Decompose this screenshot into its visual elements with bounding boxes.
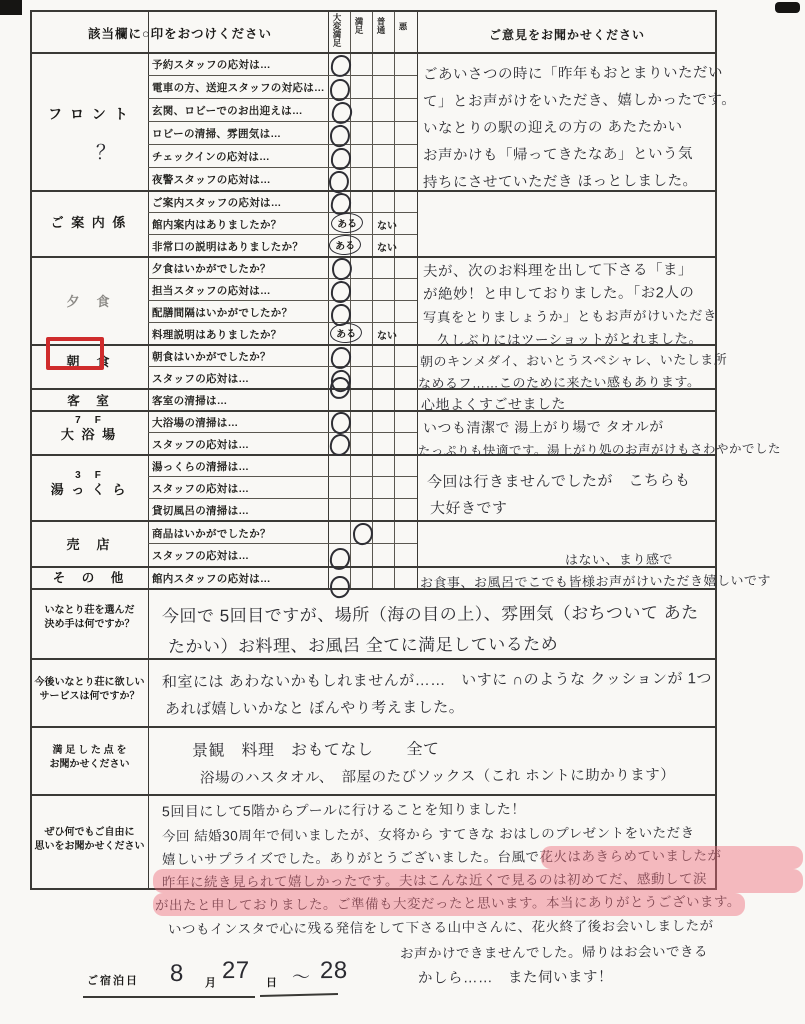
item-yukkura-2: スタッフの応対は… (152, 483, 250, 495)
free-comment-line: 5回目にして5階からプールに行けることを知りました！ (161, 800, 526, 820)
comment-dinner-line: 夫が、次のお料理を出して下さる「ま」 (422, 262, 694, 280)
item-row-line (148, 167, 417, 168)
section-label-yukkura: 湯 っ く ら (50, 482, 128, 497)
item-row-line (148, 144, 417, 145)
section-label-other: そ の 他 (52, 571, 126, 585)
item-yukkura-3: 貸切風呂の清掃は… (152, 505, 250, 517)
free-comment-line: かしら…… また伺います！ (417, 969, 614, 987)
column-divider (417, 10, 418, 588)
item-dinner-4: 料理説明はありましたか？ (152, 329, 282, 341)
stay-day-to: 28 (319, 956, 348, 985)
question-label-line: ぜひ何でもご自由に (44, 827, 135, 838)
item-front-1: 予約スタッフの応対は… (152, 59, 271, 71)
item-row-line (148, 75, 417, 76)
free-comment-line: いつもインスタで心に残る発信をして下さる山中さんに、花火終了後お会いしましたが (167, 918, 714, 937)
comment-front-line: 持ちにさせていただき ほっとしました。 (422, 173, 698, 191)
comment-shop-line: はない、まり感で (564, 551, 674, 568)
column-divider (148, 10, 149, 890)
comment-dinner-line: 写真をとりましょうか」ともお声がけいただき (422, 307, 718, 326)
scan-artifact (775, 2, 800, 13)
comment-front-line: て」とお声がけをいただき、嬉しかったです。 (422, 91, 737, 111)
answer-q2-line: あれば嬉しいかなと ぼんやり考えました。 (164, 698, 465, 719)
item-dinner-1: 夕食はいかがでしたか？ (152, 263, 271, 275)
comment-bath-line: たっぷりも快適です。湯上がり処のお声がけもさわやかでした (417, 441, 782, 459)
item-shop-2: スタッフの応対は… (152, 550, 250, 562)
choice-aru-circled: ある (328, 234, 361, 256)
section-label-front: フ ロ ン ト (48, 106, 130, 122)
question-label-line: 決め手は何ですか？ (44, 619, 135, 630)
row-divider (30, 794, 717, 796)
answer-q2-line: 和室には あわないかもしれませんが…… いすに ∩のような クッションが 1つ (161, 670, 713, 691)
stay-tilde: 〜 (291, 966, 311, 988)
comment-bath-line: いつも清潔で 湯上がり場で タオルが (422, 418, 664, 436)
item-dinner-2: 担当スタッフの応対は… (152, 285, 271, 297)
item-dinner-3: 配膳間隔はいかがでしたか？ (152, 307, 293, 319)
question-label-line: いなとり荘を選んだ (44, 605, 135, 616)
stay-day-from: 27 (221, 956, 250, 985)
column-divider (372, 10, 373, 588)
item-front-6: 夜警スタッフの応対は… (152, 174, 271, 186)
stay-month-unit: 月 (205, 977, 216, 989)
question-label-1 (33, 604, 146, 632)
question-label-3 (33, 744, 146, 772)
item-row-line (148, 322, 417, 323)
question-label-line: 今後いなとり荘に欲しい (34, 677, 145, 688)
item-annai-3: 非常口の説明はありましたか？ (152, 241, 304, 253)
item-annai-2: 館内案内はありましたか？ (152, 219, 282, 231)
section-label-bath: 大 浴 場 (60, 427, 118, 442)
item-row-line (148, 366, 417, 367)
item-front-5: チェックインの応対は… (152, 151, 270, 163)
question-label-line: サービスは何ですか？ (39, 691, 140, 702)
item-other-1: 館内スタッフの応対は… (152, 573, 271, 585)
section-label-breakfast: 朝 食 (66, 354, 112, 369)
item-shop-1: 商品はいかがでしたか？ (152, 528, 271, 540)
question-label-4 (33, 826, 146, 854)
choice-nai: ない (377, 331, 397, 342)
item-row-line (148, 278, 417, 279)
section-label-bath-floor: 7 F (75, 415, 103, 426)
rating-header-satisfied: 満足 (354, 17, 364, 34)
choice-nai: ない (377, 221, 397, 232)
item-row-line (148, 498, 417, 499)
front-handwritten-note: ？ (95, 141, 117, 165)
section-label-annai: ご 案 内 係 (50, 215, 128, 230)
column-divider (328, 10, 329, 588)
answer-q3-line: 浴場のハスタオル、 部屋のたびソックス（これ ホントに助かります） (199, 767, 676, 787)
item-row-line (148, 121, 417, 122)
question-label-line: 満 足 し た 点 を (52, 745, 127, 756)
section-label-shop: 売 店 (66, 537, 112, 552)
answer-q1-line: たかい）お料理、お風呂 全てに満足しているため (167, 634, 559, 657)
rating-header-normal: 普通 (376, 17, 386, 34)
comment-front-line: いなとりの駅の迎えの方の あたたかい (422, 119, 683, 137)
section-label-room: 客 室 (67, 394, 111, 408)
table-border (30, 10, 717, 12)
answer-q3-line: 景観 料理 おもてなし 全て (191, 741, 440, 760)
mark-instruction: 該当欄に○印をおつけください (88, 27, 272, 41)
comment-yukkura-line: 今回は行きませんでしたが こちらも (426, 472, 691, 491)
comment-front-line: ごあいさつの時に「昨年もおとまりいただい (422, 64, 724, 84)
red-annotation-box (46, 337, 104, 370)
choice-aru-circled: ある (330, 212, 363, 234)
question-label-line: お聞かせください (49, 759, 130, 770)
item-front-4: ロビーの清掃、雰囲気は… (152, 128, 282, 140)
item-front-3: 玄関、ロビーでのお出迎えは… (152, 105, 303, 117)
comment-other-line: お食事、お風呂でこでも皆様お声がけいただき嬉しいです (419, 572, 772, 591)
item-front-2: 電車の方、送迎スタッフの対応は… (152, 82, 325, 94)
free-comment-line: 今回 結婚30周年で伺いましたが、女将から すてきな おはしのプレゼントをいただき (161, 825, 695, 844)
free-comment-line: 嬉しいサプライズでした。ありがとうございました。台風で花火はあきらめていましたが (161, 848, 722, 867)
item-breakfast-2: スタッフの応対は… (152, 373, 250, 385)
comment-front-line: お声かけも「帰ってきたなあ」という気 (422, 146, 694, 164)
item-annai-1: ご案内スタッフの応対は… (152, 197, 282, 209)
stay-month-value: 8 (169, 959, 184, 988)
comment-room-line: 心地よくすごせました (420, 395, 567, 413)
row-divider (30, 52, 717, 54)
item-row-line (148, 300, 417, 301)
section-label-dinner: 夕 食 (66, 294, 112, 309)
item-bath-2: スタッフの応対は… (152, 439, 250, 451)
free-comment-line: お声かけできませんでした。帰りはお会いできる (399, 943, 709, 962)
comment-dinner-line: が絶妙！と申しておりました。「お2人の (422, 285, 695, 303)
row-divider (30, 520, 717, 522)
rating-header-bad: 悪 (398, 22, 408, 31)
item-row-line (148, 432, 417, 433)
stay-underline (83, 996, 255, 998)
answer-q1-line: 今回で 5回目ですが、場所（海の目の上）、雰囲気（おちついて あた (161, 603, 699, 626)
choice-aru-circled: ある (329, 322, 362, 344)
item-row-line (148, 543, 417, 544)
item-row-line (148, 476, 417, 477)
item-row-line (148, 98, 417, 99)
scan-artifact (0, 0, 22, 15)
stay-date-label: ご宿泊日 (87, 975, 139, 987)
question-label-2 (33, 676, 146, 704)
free-comment-line: 昨年に続き見られて嬉しかったです。夫はこんな近くで見るのは初めてだ、感動して涙 (161, 871, 707, 890)
item-yukkura-1: 湯っくらの清掃は… (152, 461, 250, 473)
table-border (30, 10, 32, 890)
stay-day-unit: 日 (266, 977, 277, 989)
item-row-line (148, 212, 417, 213)
row-divider (30, 726, 717, 728)
comment-yukkura-line: 大好きです (429, 499, 508, 518)
item-bath-1: 大浴場の清掃は… (152, 417, 239, 429)
comment-breakfast-line: なめるフ……このために来たい感もあります。 (417, 374, 701, 391)
column-divider (394, 10, 395, 588)
item-row-line (148, 234, 417, 235)
comment-dinner-line: 久しぶりにはツーショットがとれました。 (436, 331, 703, 348)
question-label-line: 思いをお聞かせください (34, 841, 145, 852)
column-divider (350, 10, 351, 588)
stay-underline (260, 993, 338, 997)
section-label-yukkura-floor: 3 F (75, 470, 103, 481)
choice-nai: ない (377, 243, 397, 254)
opinion-header: ご意見をお聞かせください (488, 28, 645, 42)
comment-breakfast-line: 朝のキンメダイ、おいとうスペシャレ、いたしま所 (419, 351, 728, 370)
free-comment-line: が出たと申しておりました。ご準備も大変だったと思います。本当にありがとうございます。 (154, 893, 741, 914)
item-breakfast-1: 朝食はいかがでしたか？ (152, 351, 271, 363)
rating-circle (329, 575, 351, 599)
row-divider (30, 658, 717, 660)
rating-header-very-satisfied: 大変満足 (332, 13, 342, 47)
item-room-1: 客室の清掃は… (152, 395, 228, 407)
rating-circle (329, 376, 351, 400)
